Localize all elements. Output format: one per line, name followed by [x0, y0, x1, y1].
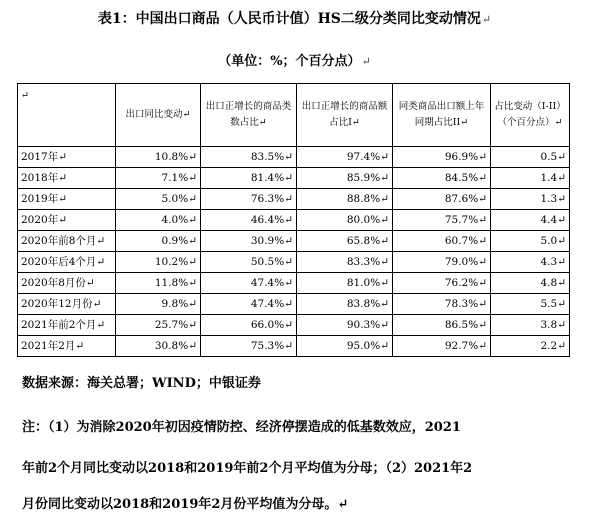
table-cell: 88.8%↵ [297, 189, 393, 210]
table-cell: 30.9%↵ [201, 231, 297, 252]
table-row [18, 252, 570, 273]
table-cell: 50.5%↵ [201, 252, 297, 273]
row-label: 2020年前8个月↵ [18, 231, 116, 252]
table-cell: 80.0%↵ [297, 210, 393, 231]
row-label: 2021年2月↵ [18, 336, 116, 357]
paragraph-mark: ↵ [361, 55, 371, 68]
data-source: 数据来源：海关总署；WIND；中银证券 [22, 376, 261, 391]
table-cell: 2.2↵ [491, 336, 570, 357]
table-cell: 92.7%↵ [393, 336, 491, 357]
table-row [18, 294, 570, 315]
table-cell: 5.0%↵ [116, 189, 201, 210]
table-row [18, 210, 570, 231]
paragraph-mark: ↵ [481, 13, 492, 26]
table-cell: 11.8%↵ [116, 273, 201, 294]
table-cell: 47.4%↵ [201, 273, 297, 294]
table-cell: 4.4↵ [491, 210, 570, 231]
table-cell: 65.8%↵ [297, 231, 393, 252]
table-cell: 81.0%↵ [297, 273, 393, 294]
row-label: 2021年前2个月↵ [18, 315, 116, 336]
table-cell: 0.9%↵ [116, 231, 201, 252]
table-row [18, 231, 570, 252]
column-header: 同类商品出口额上年同期占比II↵ [393, 84, 491, 147]
table-cell: 95.0%↵ [297, 336, 393, 357]
table-cell: 5.0↵ [491, 231, 570, 252]
table-cell: 5.5↵ [491, 294, 570, 315]
table-cell: 76.3%↵ [201, 189, 297, 210]
table-cell: 4.3↵ [491, 252, 570, 273]
table-cell: 47.4%↵ [201, 294, 297, 315]
table-cell: 76.2%↵ [393, 273, 491, 294]
table-cell: 81.4%↵ [201, 168, 297, 189]
table-cell: 84.5%↵ [393, 168, 491, 189]
table-cell: 1.4↵ [491, 168, 570, 189]
table-body [18, 147, 570, 357]
table-cell: 86.5%↵ [393, 315, 491, 336]
row-label: 2017年↵ [18, 147, 116, 168]
table-cell: 60.7%↵ [393, 231, 491, 252]
table-cell: 10.8%↵ [116, 147, 201, 168]
table-cell: 85.9%↵ [297, 168, 393, 189]
column-header: 出口同比变动↵ [116, 84, 201, 147]
row-label: 2020年后4个月↵ [18, 252, 116, 273]
table-cell: 79.0%↵ [393, 252, 491, 273]
table-cell: 1.3↵ [491, 189, 570, 210]
table-cell: 46.4%↵ [201, 210, 297, 231]
table-cell: 3.8↵ [491, 315, 570, 336]
table-cell: 96.9%↵ [393, 147, 491, 168]
row-label: 2019年↵ [18, 189, 116, 210]
table-cell: 4.0%↵ [116, 210, 201, 231]
column-header: 出口正增长的商品额占比I↵ [297, 84, 393, 147]
note-line: 注：（1）为消除2020年初因疫情防控、经济停摆造成的低基数效应，2021 [22, 420, 461, 435]
row-label: 2020年12月份↵ [18, 294, 116, 315]
note-line: 月份同比变动以2018和2019年2月份平均值为分母。↵ [22, 497, 349, 512]
table-cell: 97.4%↵ [297, 147, 393, 168]
table-cell: 83.5%↵ [201, 147, 297, 168]
header-row [18, 84, 570, 147]
table-row [18, 147, 570, 168]
table-cell: 7.1%↵ [116, 168, 201, 189]
table-cell: 0.5↵ [491, 147, 570, 168]
column-header: ↵ [18, 84, 116, 147]
data-table [17, 83, 570, 357]
row-label: 2020年8月份↵ [18, 273, 116, 294]
table-cell: 66.0%↵ [201, 315, 297, 336]
table-cell: 30.8%↵ [116, 336, 201, 357]
table-row [18, 273, 570, 294]
column-header: 出口正增长的商品类数占比↵ [201, 84, 297, 147]
table-row [18, 336, 570, 357]
table-cell: 9.8%↵ [116, 294, 201, 315]
table-cell: 25.7%↵ [116, 315, 201, 336]
unit-caption: （单位：%；个百分点）↵ [218, 54, 371, 69]
table-cell: 78.3%↵ [393, 294, 491, 315]
table-title: 表1：中国出口商品（人民币计值）HS二级分类同比变动情况↵ [97, 11, 492, 27]
table-cell: 75.3%↵ [201, 336, 297, 357]
table-cell: 75.7%↵ [393, 210, 491, 231]
table-cell: 90.3%↵ [297, 315, 393, 336]
column-header: 占比变动（I-II）（个百分点）↵ [491, 84, 570, 147]
table-row [18, 189, 570, 210]
table-row [18, 315, 570, 336]
table-cell: 4.8↵ [491, 273, 570, 294]
table-cell: 83.3%↵ [297, 252, 393, 273]
table-cell: 87.6%↵ [393, 189, 491, 210]
table-cell: 10.2%↵ [116, 252, 201, 273]
note-line: 年前2个月同比变动以2018和2019年前2个月平均值为分母；（2）2021年2 [22, 461, 473, 476]
table-row [18, 168, 570, 189]
row-label: 2020年↵ [18, 210, 116, 231]
row-label: 2018年↵ [18, 168, 116, 189]
table-cell: 83.8%↵ [297, 294, 393, 315]
